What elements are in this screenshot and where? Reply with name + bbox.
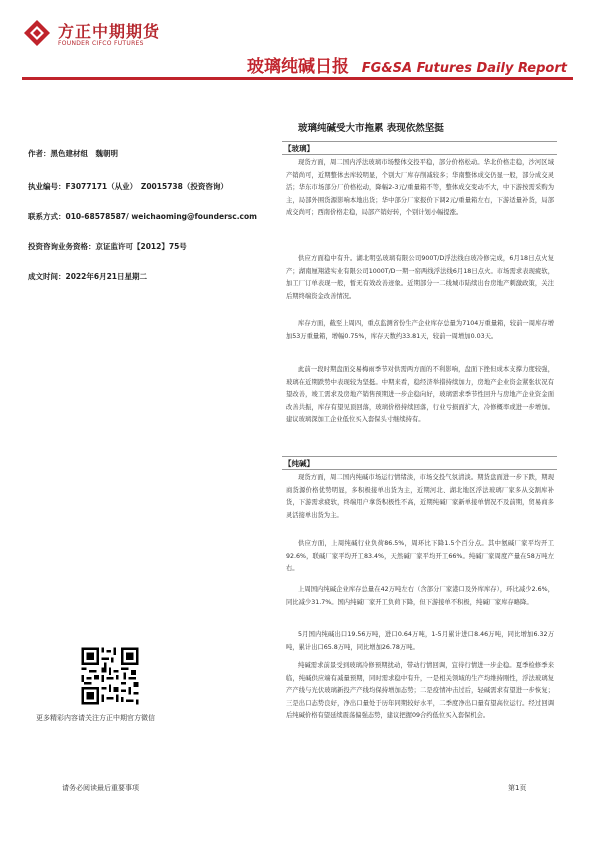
section-divider (282, 154, 557, 155)
qr-caption: 更多精彩内容请关注方正中期官方微信 (36, 714, 155, 722)
qualification-line: 投资咨询业务资格：京证监许可【2012】75号 (28, 242, 187, 251)
glass-outlook-paragraph: 此前一段时期盘面交易梅雨季节对供需两方面的不利影响，盘面下挫但成本支撑力度较强，玻璃在近期跌势中表现较为坚挺。中期来看，稳经济举措持续加力，房地产企业资金紧张状况有望改善，竣工需求及房地产销售预期进一步企稳向好，玻璃需求季节性回升与房地产企业资金面改善共振，库存有望见顶回落，玻璃价格持续回落，行业亏损面扩大，冷修概率或进一步增加。建议玻璃深加工企业低位买入套保头寸继续持有。 (286, 366, 554, 424)
soda-section-label: 【纯碱】 (284, 459, 314, 468)
section-divider (282, 456, 557, 457)
page-number: 第1页 (508, 784, 527, 792)
wechat-qr-code (79, 645, 141, 707)
glass-spot-paragraph: 现货方面，周二国内浮法玻璃市场整体交投平稳，部分价格松动。华北价格走稳，沙河区域产销尚可，近期整体去库较明显，个别大厂库存削减较多；华南整体成交仍显一般，部分成交灵活；华东市场部分厂价格松动，降幅2-3元/重量箱不等，整体成交变动不大，中下游按需采购为主，局部外围货源影响本地出货；华中部分厂家报价下调2元/重量箱左右，下游适量补货，局部成交尚可；西南价格走稳，局部产销好转，个别计划小幅提涨。 (286, 159, 554, 217)
article-headline: 玻璃纯碱受大市拖累 表现依然坚挺 (298, 123, 444, 134)
section-divider (282, 469, 557, 470)
glass-supply-paragraph: 供应方面稳中有升。湖北明弘玻璃有限公司900T/D浮法线白玻冷修完成，6月18日点火复产；湖南厘翔港实业有限公司1000T/D一期一窑两线浮法线6月18日点火。市场需求表现疲软，加工厂订单表现一般，暂无有效改善迹象。近期部分一二线城市陆续出台房地产刺激政策，关注后期终端资金改善情况。 (286, 255, 554, 300)
soda-inventory-paragraph: 上周国内纯碱企业库存总量在42万吨左右（含部分厂家港口及外库库存），环比减少2.6%，同比减少31.7%。国内纯碱厂家开工负荷下降，但下游接单不积极，纯碱厂家库存略降。 (286, 586, 554, 606)
report-title (247, 52, 567, 77)
company-logo (22, 16, 192, 52)
report-title-en: FG&SA Futures Daily Report (361, 61, 567, 76)
report-title-cn: 玻璃纯碱日报 (247, 57, 349, 77)
contact-line: 联系方式：010-68578587/ weichaoming@foundersc.com (28, 212, 257, 221)
license-line: 执业编号：F3077171（从业） Z0015738（投资咨询） (28, 182, 228, 191)
author-line: 作者：黑色建材组 魏朝明 (28, 149, 118, 158)
logo-mark-icon (22, 18, 52, 48)
soda-spot-paragraph: 现货方面，周二国内纯碱市场运行情绪淡，市场交投气氛清淡。期货盘面进一步下跌，期现商货源价格优势明显，多积极接单出货为主，近期河北、湖北地区浮法玻璃厂家多从交割库补货，下游需求疲软，终端用户拿货积极性不高，近期纯碱厂家新单接单情况不及前期，贸易商多灵活接单出货为主。 (286, 474, 554, 519)
glass-section-label: 【玻璃】 (284, 144, 314, 153)
logo-text-cn: 方正中期期货 (58, 22, 161, 41)
date-line: 成文时间：2022年6月21日星期二 (28, 272, 148, 281)
soda-outlook-paragraph: 纯碱需求前景受到玻璃冷修预期扰动，带动行情回调，宜待行情进一步企稳。夏季检修季来临，纯碱供应端有减量预期，同时需求稳中有升，一是相关领域的生产均维持刚性，浮法玻璃复产产线与光伏玻璃新投产产线均保持增加态势；二是疫情冲击过后，轻碱需求有望进一步恢复；三是出口态势良好，净出口量处于历年同期较好水平，二季度净出口量有望高位运行。经过回调后纯碱价格有望延续震荡偏强态势，建议把握09合约低位买入套保机会。 (286, 662, 554, 720)
logo-text-en: FOUNDER CIFCO FUTURES (58, 40, 144, 47)
section-divider (282, 141, 557, 142)
footer-disclaimer: 请务必阅读最后重要事项 (62, 784, 139, 792)
glass-inventory-paragraph: 库存方面，截至上周四，重点监测省份生产企业库存总量为7104万重量箱，较前一周库存增加53万重量箱，增幅0.75%，库存天数约33.81天，较前一周增加0.03天。 (286, 320, 554, 340)
soda-supply-paragraph: 供应方面，上周纯碱行业负荷86.5%，周环比下降1.5个百分点。其中氨碱厂家平均开工92.6%，联碱厂家平均开工83.4%，天然碱厂家平均开工66%。纯碱厂家周度产量在58万吨左右。 (286, 540, 554, 573)
title-divider (22, 77, 573, 80)
soda-trade-paragraph: 5月国内纯碱出口19.56万吨，进口0.64万吨，1-5月累计进口8.46万吨，同比增加6.32万吨，累计出口65.8万吨，同比增加26.78万吨。 (286, 631, 554, 651)
